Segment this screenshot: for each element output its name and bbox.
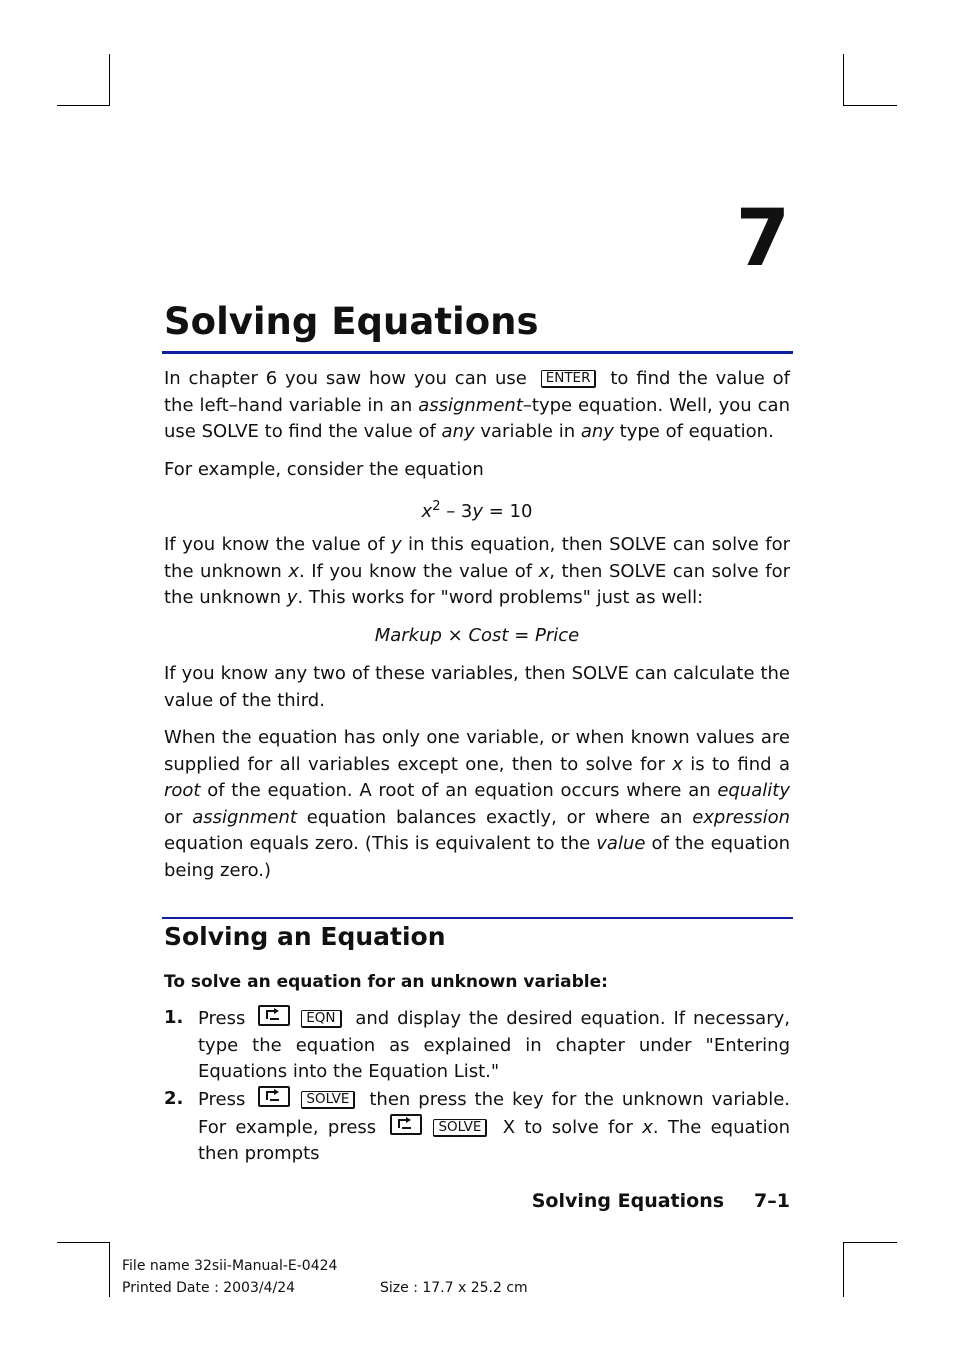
crop-mark-bottom-left-v	[109, 1242, 110, 1297]
crop-mark-top-left-v	[109, 54, 110, 106]
procedure-title: To solve an equation for an unknown variable:	[164, 972, 608, 992]
intro-paragraph-2: For example, consider the equation	[164, 459, 484, 480]
intro-paragraph-1	[164, 366, 790, 446]
chapter-title-rule	[162, 351, 793, 354]
text-run: . If you know the value of	[299, 560, 539, 582]
intro-paragraph-4: If you know any two of these variables, then SOLVE can calculate the value of the third.	[164, 663, 790, 711]
right-shift-key-icon	[258, 1005, 290, 1026]
italic-run: equality	[717, 780, 790, 801]
italic-run: any	[441, 421, 475, 442]
text-run: Press	[198, 1089, 254, 1110]
italic-run: y	[286, 587, 298, 608]
step-1-number: 1.	[164, 1007, 184, 1028]
print-file-name: File name 32sii-Manual-E-0424	[122, 1258, 338, 1274]
text-run: ×	[441, 625, 469, 646]
equation-1-x: x	[421, 501, 433, 522]
italic-run: root	[164, 780, 201, 801]
italic-run: y	[390, 534, 402, 555]
key-solve: SOLVE	[433, 1119, 487, 1137]
text-run: equation equals zero. (This is equivalent to the	[164, 833, 597, 854]
equation-1-exponent: 2	[432, 499, 441, 514]
crop-mark-bottom-left-h	[57, 1242, 110, 1243]
crop-mark-bottom-right-h	[843, 1242, 897, 1243]
text-run: variable in	[474, 421, 581, 442]
equation-1-rhs: = 10	[483, 501, 533, 522]
print-date: Printed Date : 2003/4/24	[122, 1280, 296, 1296]
key-enter: ENTER	[541, 370, 597, 388]
text-run: type of equation.	[613, 421, 774, 442]
italic-run: assignment	[418, 394, 523, 416]
italic-run: Cost	[468, 625, 509, 646]
italic-run: x	[288, 560, 299, 582]
page-footer	[500, 1190, 790, 1212]
text-run: then press the key for the unknown variable. For example, press	[198, 1089, 790, 1138]
footer-chapter-title: Solving Equations	[531, 1190, 725, 1212]
step-2-number: 2.	[164, 1088, 184, 1109]
equation-2	[164, 623, 790, 650]
right-shift-key-icon	[258, 1086, 290, 1107]
text-run: in this equation, then SOLVE can solve for the unknown	[164, 534, 790, 582]
right-shift-key-icon	[390, 1114, 422, 1135]
text-run: of the equation being zero.)	[164, 833, 790, 881]
text-run: X to solve for	[493, 1116, 643, 1138]
text-run: to find the value of the left–hand variable in an	[164, 368, 791, 416]
italic-run: any	[580, 421, 614, 442]
equation-1	[164, 494, 790, 526]
italic-run: Markup	[374, 625, 442, 646]
step-2	[164, 1086, 790, 1168]
intro-paragraph-5	[164, 725, 790, 884]
italic-run: value	[596, 833, 646, 854]
text-run: Press	[198, 1008, 254, 1029]
text-run: . The equation then prompts	[198, 1116, 791, 1164]
chapter-number: 7	[735, 194, 790, 284]
key-eqn: EQN	[301, 1010, 341, 1028]
chapter-title: Solving Equations	[164, 300, 539, 343]
italic-run: Price	[535, 625, 580, 646]
text-run: is to find a	[682, 753, 790, 775]
text-run: –type equation. Well, you can use SOLVE to find the value of	[164, 394, 790, 442]
crop-mark-top-right-h	[843, 105, 897, 106]
italic-run: x	[538, 560, 550, 582]
italic-run: expression	[692, 806, 790, 828]
section-title: Solving an Equation	[164, 922, 446, 951]
equation-1-minus: – 3	[440, 501, 473, 522]
intro-paragraph-3	[164, 532, 790, 612]
italic-run: x	[642, 1116, 653, 1138]
print-size: Size : 17.7 x 25.2 cm	[380, 1280, 528, 1296]
key-solve: SOLVE	[301, 1091, 355, 1109]
section-rule	[162, 917, 793, 919]
step-1-text	[198, 1005, 790, 1086]
step-1	[164, 1005, 790, 1086]
text-run: and display the desired equation. If necessary, type the equation as explained in chapter under "Entering Equations into the Equation List."	[198, 1008, 790, 1082]
text-run: , then SOLVE can solve for the unknown	[164, 560, 790, 608]
crop-mark-top-right-v	[843, 54, 844, 106]
italic-run: x	[672, 753, 683, 775]
equation-1-y: y	[472, 501, 484, 522]
text-run: When the equation has only one variable, or when known values are supplied for all variables except one, then to solve for	[164, 727, 790, 775]
step-2-text	[198, 1086, 790, 1168]
text-run: or	[164, 806, 193, 828]
text-run: In chapter 6 you saw how you can use	[164, 368, 535, 389]
text-run: equation balances exactly, or where an	[296, 806, 693, 828]
text-run: of the equation. A root of an equation occurs where an	[200, 780, 718, 801]
footer-page-number: 7–1	[754, 1190, 790, 1212]
text-run: . This works for "word problems" just as well:	[297, 587, 704, 608]
crop-mark-bottom-right-v	[843, 1242, 844, 1297]
text-run: =	[508, 625, 536, 646]
italic-run: assignment	[192, 806, 297, 828]
crop-mark-top-left-h	[57, 105, 110, 106]
text-run: If you know the value of	[164, 534, 391, 555]
